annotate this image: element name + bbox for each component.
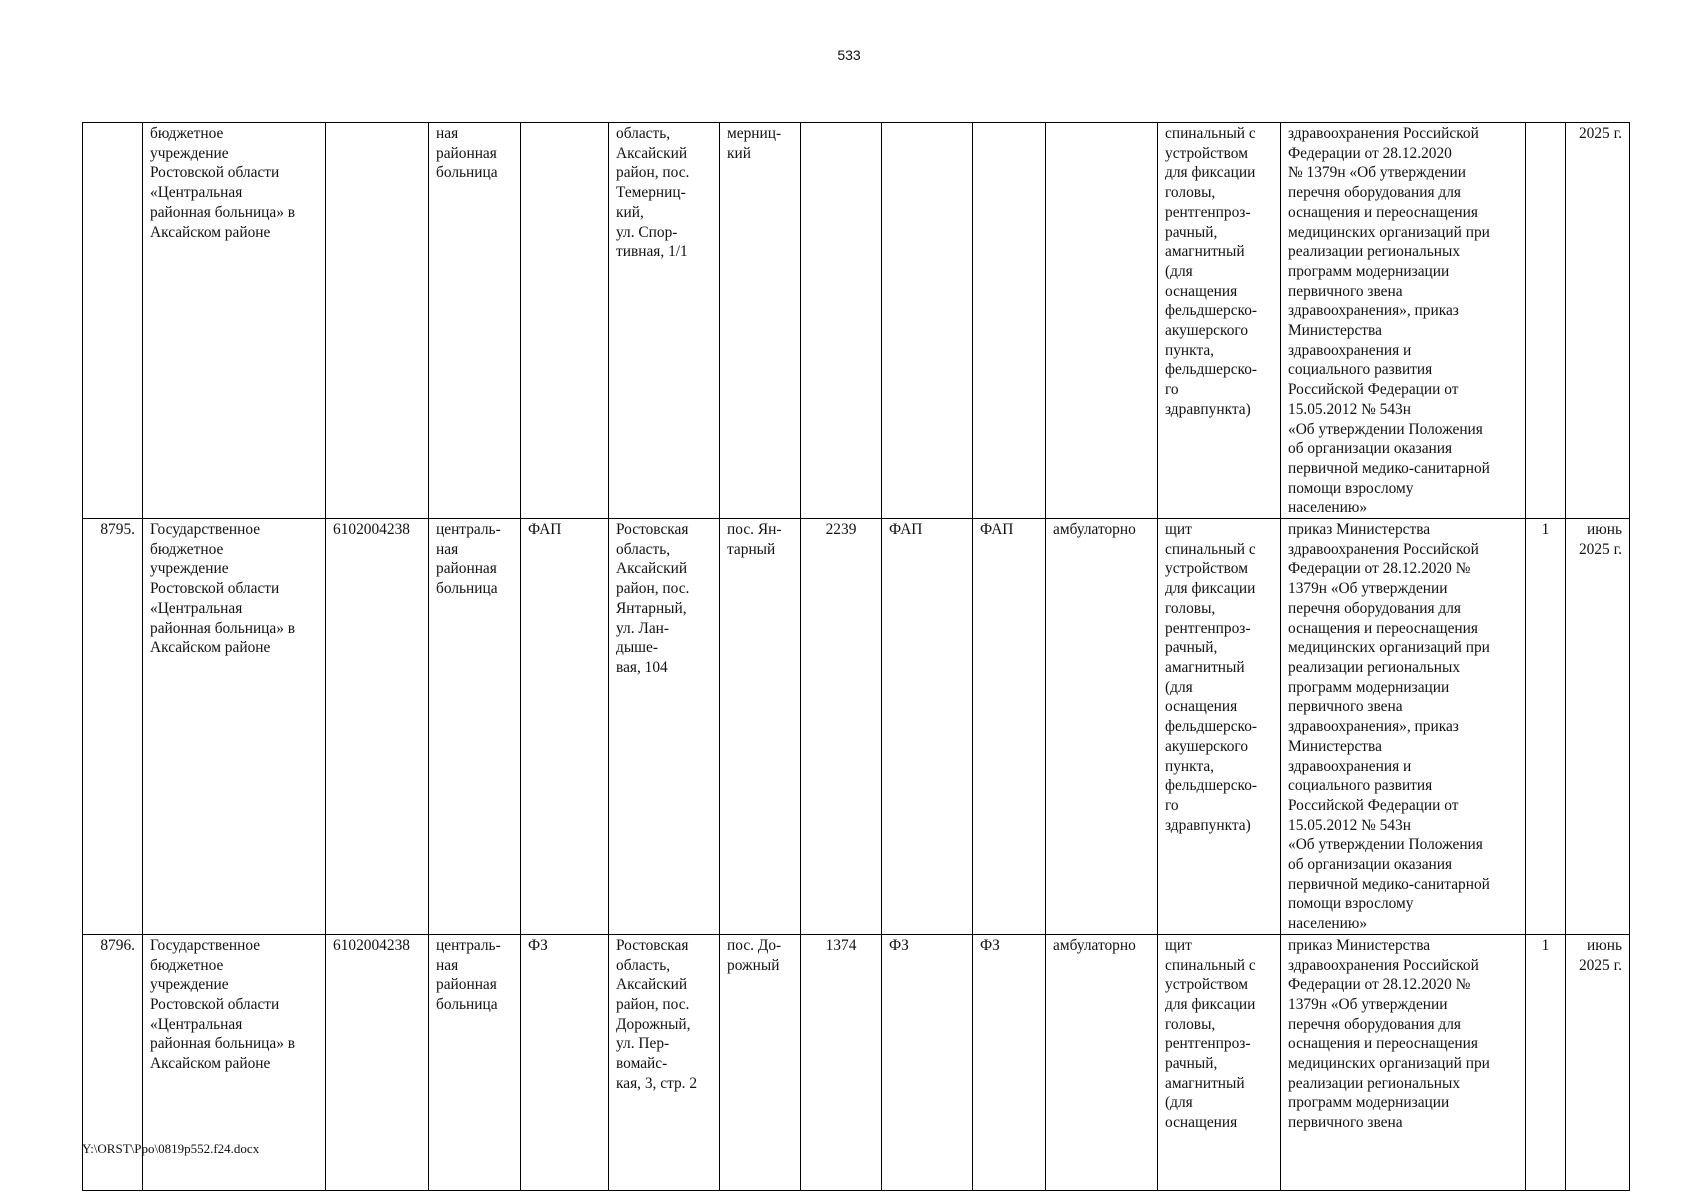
cell-line: «Об утверждении Положения bbox=[1288, 420, 1483, 438]
page-number: 533 bbox=[837, 47, 861, 63]
cell-line: ная bbox=[436, 956, 459, 974]
cell-line: оснащения bbox=[1165, 282, 1238, 300]
cell-line: пункта, bbox=[1165, 341, 1215, 359]
cell-line: оснащения и переоснащения bbox=[1288, 203, 1478, 221]
cell-line: Министерства bbox=[1288, 737, 1382, 755]
cell-line: тарный bbox=[727, 540, 776, 558]
cell-line: бюджетное bbox=[150, 540, 224, 558]
cell-line: больница bbox=[436, 164, 498, 182]
cell-quantity bbox=[1526, 123, 1566, 519]
cell-line: (для bbox=[1165, 678, 1193, 696]
cell-line: больница bbox=[436, 995, 498, 1013]
cell-line: первичной медико-санитарной bbox=[1288, 875, 1490, 893]
cell-line: (для bbox=[1165, 1094, 1193, 1112]
cell-line: перечня оборудования для bbox=[1288, 184, 1461, 202]
cell-line: районная bbox=[436, 144, 497, 162]
cell-line: учреждение bbox=[150, 976, 229, 994]
cell-line: Аксайский bbox=[616, 976, 688, 994]
cell-unit-abbreviation: ФЗ bbox=[521, 934, 609, 1190]
table-row bbox=[83, 123, 1630, 519]
cell-line: районная bbox=[436, 560, 497, 578]
cell-line: амагнитный bbox=[1165, 243, 1245, 261]
cell-legal-basis bbox=[1281, 934, 1526, 1190]
cell-care-mode: амбулаторно bbox=[1046, 934, 1158, 1190]
cell-line: кая, 3, стр. 2 bbox=[616, 1074, 698, 1092]
cell-line: 1379н «Об утверждении bbox=[1288, 580, 1448, 598]
cell-line: рентгенпроз- bbox=[1165, 1035, 1251, 1053]
cell-line: первичного звена bbox=[1288, 698, 1403, 716]
cell-line: ул. Лан- bbox=[616, 619, 670, 637]
cell-line: программ модернизации bbox=[1288, 262, 1450, 280]
cell-line: оснащения bbox=[1165, 1114, 1238, 1132]
equipment-table bbox=[82, 122, 1630, 1191]
cell-line: головы, bbox=[1165, 1015, 1216, 1033]
cell-line: реализации региональных bbox=[1288, 658, 1461, 676]
cell-line: программ модернизации bbox=[1288, 1094, 1450, 1112]
cell-line: Аксайский bbox=[616, 144, 688, 162]
cell-line: головы, bbox=[1165, 599, 1216, 617]
cell-line: здравоохранения Российской bbox=[1288, 125, 1479, 142]
cell-line: централь- bbox=[436, 521, 501, 539]
cell-quantity: 1 bbox=[1526, 519, 1566, 935]
cell-line: пос. Ян- bbox=[727, 521, 782, 539]
cell-line: Федерации от 28.12.2020 bbox=[1288, 144, 1452, 162]
cell-line: ул. Пер- bbox=[616, 1035, 670, 1053]
cell-line: реализации региональных bbox=[1288, 1074, 1461, 1092]
cell-line: помощи взрослому bbox=[1288, 895, 1414, 913]
cell-address bbox=[609, 519, 720, 935]
cell-line: учреждение bbox=[150, 144, 229, 162]
cell-population: 2239 bbox=[801, 519, 882, 935]
cell-line: перечня оборудования для bbox=[1288, 1015, 1461, 1033]
cell-line: кий bbox=[727, 144, 751, 162]
cell-equipment-name bbox=[1158, 519, 1281, 935]
cell-line: щит bbox=[1165, 521, 1192, 539]
cell-line: медицинских организаций при bbox=[1288, 1055, 1490, 1073]
cell-line: «Центральная bbox=[150, 184, 243, 202]
cell-line: июнь bbox=[1587, 521, 1622, 539]
cell-line: перечня оборудования для bbox=[1288, 599, 1461, 617]
cell-line: кий, bbox=[616, 203, 644, 221]
cell-line: «Об утверждении Положения bbox=[1288, 836, 1483, 854]
cell-line: 1379н «Об утверждении bbox=[1288, 995, 1448, 1013]
cell-address bbox=[609, 934, 720, 1190]
cell-line: рожный bbox=[727, 956, 780, 974]
cell-line: ная bbox=[436, 540, 459, 558]
cell-line: населению» bbox=[1288, 915, 1368, 933]
cell-care-mode bbox=[1046, 123, 1158, 519]
cell-line: первичного звена bbox=[1288, 1114, 1403, 1132]
cell-line: рентгенпроз- bbox=[1165, 203, 1251, 221]
cell-line: 2025 г. bbox=[1578, 125, 1622, 142]
cell-line: медицинских организаций при bbox=[1288, 223, 1490, 241]
cell-line: амагнитный bbox=[1165, 658, 1245, 676]
cell-line: больница bbox=[436, 580, 498, 598]
cell-line: Федерации от 28.12.2020 № bbox=[1288, 560, 1471, 578]
cell-line: щит bbox=[1165, 936, 1192, 954]
cell-unit-type: ФАП bbox=[882, 519, 973, 935]
cell-line: оснащения и переоснащения bbox=[1288, 619, 1478, 637]
cell-address bbox=[609, 123, 720, 519]
cell-line: Ростовской области bbox=[150, 164, 280, 182]
cell-line: бюджетное bbox=[150, 956, 224, 974]
cell-line: головы, bbox=[1165, 184, 1216, 202]
cell-line: районная больница» в bbox=[150, 619, 296, 637]
cell-line: пос. До- bbox=[727, 936, 782, 954]
cell-line: реализации региональных bbox=[1288, 243, 1461, 261]
cell-line: Ростовская bbox=[616, 936, 689, 954]
cell-line: Министерства bbox=[1288, 322, 1382, 340]
cell-line: здравпункта) bbox=[1165, 816, 1251, 834]
cell-line: рачный, bbox=[1165, 639, 1218, 657]
cell-line: «Центральная bbox=[150, 599, 243, 617]
cell-organization-name bbox=[143, 519, 326, 935]
cell-organization-type bbox=[429, 123, 521, 519]
cell-line: 2025 г. bbox=[1578, 956, 1622, 974]
cell-line: акушерского bbox=[1165, 322, 1249, 340]
cell-line: Ростовская bbox=[616, 521, 689, 539]
cell-line: устройством bbox=[1165, 976, 1248, 994]
cell-line: Янтарный, bbox=[616, 599, 687, 617]
cell-line: область, bbox=[616, 956, 671, 974]
cell-population: 1374 bbox=[801, 934, 882, 1190]
cell-line: районная больница» в bbox=[150, 1035, 296, 1053]
cell-line: Аксайском районе bbox=[150, 639, 271, 657]
cell-legal-basis bbox=[1281, 123, 1526, 519]
cell-line: для фиксации bbox=[1165, 995, 1256, 1013]
cell-line: здравоохранения Российской bbox=[1288, 956, 1479, 974]
cell-line: учреждение bbox=[150, 560, 229, 578]
cell-line: Аксайском районе bbox=[150, 1055, 271, 1073]
cell-line: Дорожный, bbox=[616, 1015, 691, 1033]
cell-line: акушерского bbox=[1165, 737, 1249, 755]
cell-delivery-date bbox=[1566, 123, 1630, 519]
cell-line: оснащения bbox=[1165, 698, 1238, 716]
cell-line: район, пос. bbox=[616, 580, 690, 598]
cell-line: районная bbox=[436, 976, 497, 994]
cell-line: Российской Федерации от bbox=[1288, 381, 1459, 399]
cell-unit-abbreviation: ФАП bbox=[521, 519, 609, 935]
cell-line: Темерниц- bbox=[616, 184, 686, 202]
cell-care-mode: амбулаторно bbox=[1046, 519, 1158, 935]
footer-file-path: Y:\ORST\Ppo\0819p552.f24.docx bbox=[82, 1141, 260, 1156]
cell-organization-type bbox=[429, 934, 521, 1190]
cell-inn-code: 6102004238 bbox=[326, 519, 429, 935]
cell-line: здравпункта) bbox=[1165, 400, 1251, 418]
cell-line: первичной медико-санитарной bbox=[1288, 459, 1490, 477]
cell-line: спинальный с bbox=[1165, 540, 1256, 558]
cell-line: дыше- bbox=[616, 639, 658, 657]
cell-unit-abbreviation bbox=[521, 123, 609, 519]
cell-locality bbox=[720, 934, 801, 1190]
cell-unit-kind: ФЗ bbox=[973, 934, 1046, 1190]
cell-line: устройством bbox=[1165, 144, 1248, 162]
cell-line: (для bbox=[1165, 262, 1193, 280]
cell-line: социального развития bbox=[1288, 361, 1433, 379]
cell-line: «Центральная bbox=[150, 1015, 243, 1033]
cell-population bbox=[801, 123, 882, 519]
cell-line: июнь bbox=[1587, 936, 1622, 954]
cell-line: социального развития bbox=[1288, 777, 1433, 795]
cell-line: мерниц- bbox=[727, 125, 782, 142]
cell-line: первичного звена bbox=[1288, 282, 1403, 300]
cell-locality bbox=[720, 123, 801, 519]
cell-legal-basis bbox=[1281, 519, 1526, 935]
cell-line: спинальный с bbox=[1165, 125, 1256, 142]
cell-line: область, bbox=[616, 125, 671, 142]
cell-unit-kind bbox=[973, 123, 1046, 519]
cell-locality bbox=[720, 519, 801, 935]
cell-delivery-date bbox=[1566, 934, 1630, 1190]
cell-line: для фиксации bbox=[1165, 580, 1256, 598]
cell-line: здравоохранения», приказ bbox=[1288, 302, 1459, 320]
cell-line: ул. Спор- bbox=[616, 223, 678, 241]
cell-line: рачный, bbox=[1165, 1055, 1218, 1073]
cell-line: здравоохранения и bbox=[1288, 341, 1412, 359]
cell-line: Аксайском районе bbox=[150, 223, 271, 241]
cell-line: централь- bbox=[436, 936, 501, 954]
cell-line: 15.05.2012 № 543н bbox=[1288, 816, 1411, 834]
cell-line: 15.05.2012 № 543н bbox=[1288, 400, 1411, 418]
cell-line: пункта, bbox=[1165, 757, 1215, 775]
cell-line: приказ Министерства bbox=[1288, 521, 1431, 539]
cell-line: фельдшерско- bbox=[1165, 777, 1258, 795]
cell-line: программ модернизации bbox=[1288, 678, 1450, 696]
cell-line: Ростовской области bbox=[150, 580, 280, 598]
cell-line: Государственное bbox=[150, 521, 261, 539]
cell-line: № 1379н «Об утверждении bbox=[1288, 164, 1467, 182]
cell-line: рачный, bbox=[1165, 223, 1218, 241]
cell-line: 2025 г. bbox=[1578, 540, 1622, 558]
cell-line: область, bbox=[616, 540, 671, 558]
cell-line: ная bbox=[436, 125, 459, 142]
cell-line: приказ Министерства bbox=[1288, 936, 1431, 954]
cell-row-number: 8795. bbox=[83, 519, 143, 935]
cell-line: го bbox=[1165, 796, 1179, 814]
cell-line: фельдшерско- bbox=[1165, 361, 1258, 379]
cell-line: бюджетное bbox=[150, 125, 224, 142]
cell-line: тивная, 1/1 bbox=[616, 243, 688, 261]
cell-delivery-date bbox=[1566, 519, 1630, 935]
cell-inn-code bbox=[326, 123, 429, 519]
cell-line: населению» bbox=[1288, 499, 1368, 517]
cell-line: Государственное bbox=[150, 936, 261, 954]
cell-unit-type: ФЗ bbox=[882, 934, 973, 1190]
cell-equipment-name bbox=[1158, 934, 1281, 1190]
cell-line: рентгенпроз- bbox=[1165, 619, 1251, 637]
cell-row-number: 8796. bbox=[83, 934, 143, 1190]
cell-line: Аксайский bbox=[616, 560, 688, 578]
cell-line: здравоохранения и bbox=[1288, 757, 1412, 775]
cell-line: для фиксации bbox=[1165, 164, 1256, 182]
cell-line: устройством bbox=[1165, 560, 1248, 578]
cell-line: вомайс- bbox=[616, 1055, 668, 1073]
cell-line: фельдшерско- bbox=[1165, 718, 1258, 736]
cell-line: медицинских организаций при bbox=[1288, 639, 1490, 657]
cell-line: об организации оказания bbox=[1288, 440, 1453, 458]
cell-unit-type bbox=[882, 123, 973, 519]
cell-line: районная больница» в bbox=[150, 203, 296, 221]
cell-line: Федерации от 28.12.2020 № bbox=[1288, 976, 1471, 994]
table-row bbox=[83, 934, 1630, 1190]
cell-line: район, пос. bbox=[616, 164, 690, 182]
cell-line: вая, 104 bbox=[616, 658, 668, 676]
cell-line: амагнитный bbox=[1165, 1074, 1245, 1092]
cell-line: оснащения и переоснащения bbox=[1288, 1035, 1478, 1053]
cell-line: го bbox=[1165, 381, 1179, 399]
cell-quantity: 1 bbox=[1526, 934, 1566, 1190]
cell-equipment-name bbox=[1158, 123, 1281, 519]
cell-line: здравоохранения Российской bbox=[1288, 540, 1479, 558]
cell-inn-code: 6102004238 bbox=[326, 934, 429, 1190]
cell-unit-kind: ФАП bbox=[973, 519, 1046, 935]
cell-organization-type bbox=[429, 519, 521, 935]
cell-organization-name bbox=[143, 123, 326, 519]
cell-line: фельдшерско- bbox=[1165, 302, 1258, 320]
cell-line: район, пос. bbox=[616, 995, 690, 1013]
cell-line: помощи взрослому bbox=[1288, 479, 1414, 497]
cell-line: спинальный с bbox=[1165, 956, 1256, 974]
cell-line: об организации оказания bbox=[1288, 856, 1453, 874]
cell-line: Ростовской области bbox=[150, 995, 280, 1013]
cell-line: здравоохранения», приказ bbox=[1288, 718, 1459, 736]
cell-line: Российской Федерации от bbox=[1288, 796, 1459, 814]
cell-row-number bbox=[83, 123, 143, 519]
table-row bbox=[83, 519, 1630, 935]
